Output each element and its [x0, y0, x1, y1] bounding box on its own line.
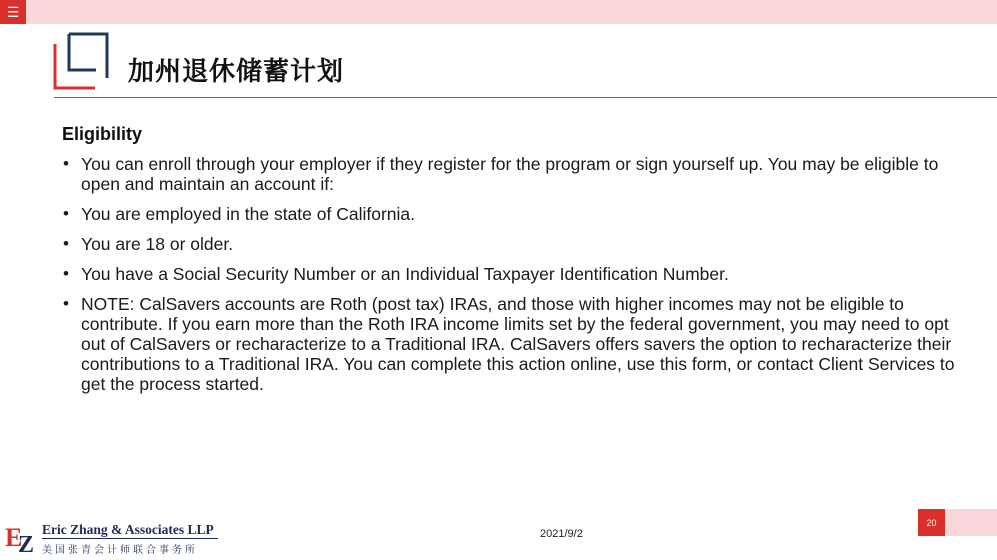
svg-text:E: E	[5, 523, 23, 552]
title-divider	[54, 97, 997, 98]
svg-text:Z: Z	[18, 532, 35, 554]
section-heading: Eligibility	[62, 124, 143, 144]
firm-name: Eric Zhang & Associates LLP	[42, 522, 214, 537]
top-banner	[0, 0, 997, 24]
bullet-dot: •	[63, 264, 69, 283]
bullet-list	[62, 154, 957, 404]
bullet-text: You can enroll through your employer if they register for the program or sign yourself up. You may be eligible to open and maintain an account if:	[81, 154, 939, 194]
bullet-item	[62, 154, 957, 194]
bullet-dot: •	[63, 204, 69, 223]
page-banner	[944, 509, 997, 536]
bullet-item	[62, 234, 957, 254]
firm-name-chinese: 美国张青会计师联合事务所	[42, 545, 198, 556]
bracket-logo-icon	[52, 30, 112, 92]
firm-divider	[42, 538, 218, 539]
page-number: 20	[918, 509, 945, 536]
ez-logo-icon	[5, 520, 37, 554]
bullet-item	[62, 204, 957, 224]
bullet-text: NOTE: CalSavers accounts are Roth (post tax) IRAs, and those with higher incomes may not be eligible to contribute. If you earn more than the Roth IRA income limits set by the federal government, you may need to opt out of CalSavers or recharacterize to a Traditional IRA. CalSavers offers savers the option to recharacterize their contributions to a Traditional IRA. You can complete this action online, use this form, or contact Client Services to get the process started.	[81, 294, 955, 394]
firm-logo	[5, 520, 225, 556]
slide-date: 2021/9/2	[540, 528, 583, 540]
hamburger-menu-icon[interactable]: ☰	[0, 0, 26, 24]
slide-title: 加州退休储蓄计划	[128, 57, 345, 87]
bullet-item	[62, 264, 957, 284]
bullet-dot: •	[63, 234, 69, 253]
bullet-text: You are 18 or older.	[81, 234, 234, 254]
bullet-text: You are employed in the state of California.	[81, 204, 416, 224]
bullet-dot: •	[63, 294, 69, 313]
bullet-text: You have a Social Security Number or an Individual Taxpayer Identification Number.	[81, 264, 729, 284]
bullet-item	[62, 294, 957, 394]
bullet-dot: •	[63, 154, 69, 173]
